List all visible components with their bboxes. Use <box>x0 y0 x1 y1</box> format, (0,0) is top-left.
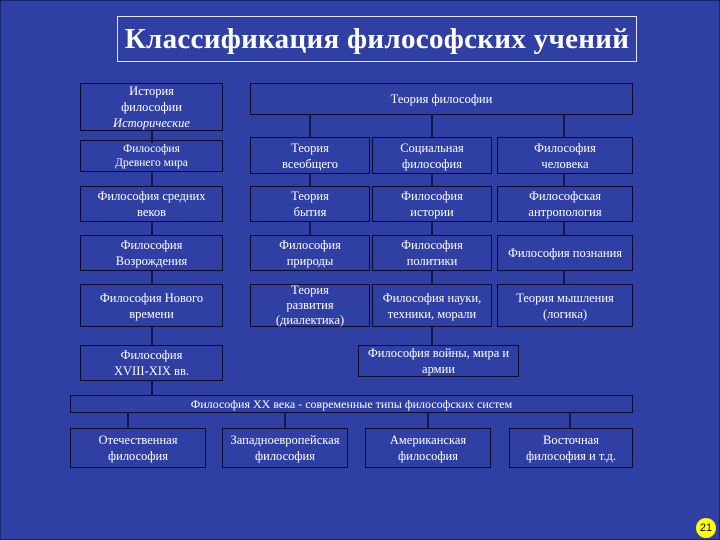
history-item-ancient-line1: Философия <box>123 143 180 155</box>
modern-item-domestic <box>70 428 206 468</box>
theory-col3-item-3-line1: Философия познания <box>507 246 623 260</box>
history-item-modern-time-line1: Философия Нового <box>99 290 204 305</box>
theory-col2-item-3-line2: политики <box>406 254 458 268</box>
history-item-modern-time <box>80 284 223 327</box>
theory-col2-item-5 <box>358 345 519 377</box>
theory-col1-item-2-line2: бытия <box>293 205 327 219</box>
theory-col2-item-1-line2: философия <box>402 156 462 171</box>
theory-col2-item-2 <box>372 186 492 222</box>
theory-col3-item-4 <box>497 284 633 327</box>
modern-item-eastern <box>509 428 633 468</box>
history-item-medieval <box>80 186 223 222</box>
modern-header-box: Философия XX века - современные типы философских систем <box>70 395 633 413</box>
theory-col1-item-4-line2: развития <box>286 298 334 312</box>
theory-col3-item-1-line1: Философия <box>534 140 596 155</box>
theory-col1-item-2 <box>250 186 370 222</box>
theory-col2-item-5-line2: армии <box>422 362 455 376</box>
history-item-18-19-line2: XVIII-XIX вв. <box>114 364 189 378</box>
theory-col2-item-2-line1: Философия <box>401 189 463 203</box>
history-item-renaissance-line1: Философия <box>120 238 183 252</box>
modern-item-western-line1: Западноевропейская <box>230 433 340 447</box>
theory-col2-item-3-line1: Философия <box>401 238 463 252</box>
theory-col2-item-4-line2: техники, морали <box>387 306 477 321</box>
theory-col1-item-1-line2: всеобщего <box>282 156 338 171</box>
theory-col2-item-3 <box>372 235 492 271</box>
history-item-medieval-line1: Философия средних <box>97 189 206 203</box>
modern-item-domestic-line1: Отечественная <box>98 433 178 447</box>
theory-col3-item-4-line1: Теория мышления <box>516 290 614 305</box>
history-item-ancient <box>80 140 223 172</box>
history-item-18-19 <box>80 345 223 381</box>
modern-item-western <box>222 428 348 468</box>
page-number-badge: 21 <box>696 518 716 538</box>
theory-col2-item-2-line2: истории <box>410 205 454 219</box>
theory-col2-item-4 <box>372 284 492 327</box>
history-subheader-line1: Исторические <box>113 116 190 130</box>
modern-item-american-line1: Американская <box>389 433 467 447</box>
modern-item-american-line2: философия <box>398 449 458 463</box>
history-item-modern-time-line2: времени <box>129 306 174 321</box>
theory-col1-item-4-line3: (диалектика) <box>275 313 345 327</box>
theory-col3-item-2 <box>497 186 633 222</box>
theory-col1-item-1 <box>250 137 370 174</box>
history-header-line2: философии <box>121 100 182 114</box>
modern-item-american <box>365 428 491 468</box>
history-item-renaissance-line2: Возрождения <box>115 254 188 268</box>
theory-col2-item-5-line1: Философия войны, мира и <box>367 346 510 360</box>
theory-col3-item-2-line1: Философская <box>529 189 601 203</box>
theory-col1-item-3-line1: Философия <box>279 238 341 252</box>
theory-col2-item-4-line1: Философия науки, <box>382 290 482 305</box>
theory-col1-item-3-line2: природы <box>286 254 334 268</box>
history-header-line1: История <box>129 84 174 98</box>
history-item-18-19-line1: Философия <box>120 348 183 362</box>
history-header-box <box>80 83 223 131</box>
modern-item-western-line2: философия <box>255 449 315 463</box>
theory-col3-item-1 <box>497 137 633 174</box>
theory-col2-item-1 <box>372 137 492 174</box>
theory-col3-item-3 <box>497 235 633 271</box>
history-item-ancient-line2: Древнего мира <box>115 157 188 169</box>
theory-col1-item-1-line1: Теория <box>291 140 329 155</box>
theory-col3-item-1-line2: человека <box>541 156 589 171</box>
modern-item-eastern-line1: Восточная <box>543 433 599 447</box>
theory-col2-item-1-line1: Социальная <box>400 140 464 155</box>
theory-col1-item-3 <box>250 235 370 271</box>
history-item-renaissance <box>80 235 223 271</box>
theory-header-box: Теория философии <box>250 83 633 115</box>
theory-col1-item-2-line1: Теория <box>291 189 329 203</box>
theory-col1-item-4-line1: Теория <box>291 283 329 297</box>
modern-item-domestic-line2: философия <box>108 449 168 463</box>
history-item-medieval-line2: веков <box>137 205 166 219</box>
page-title: Классификация философских учений <box>117 16 637 62</box>
theory-col3-item-4-line2: (логика) <box>542 306 588 321</box>
theory-col1-item-4 <box>250 284 370 327</box>
theory-col3-item-2-line2: антропология <box>528 205 602 219</box>
modern-item-eastern-line2: философия и т.д. <box>526 449 616 463</box>
